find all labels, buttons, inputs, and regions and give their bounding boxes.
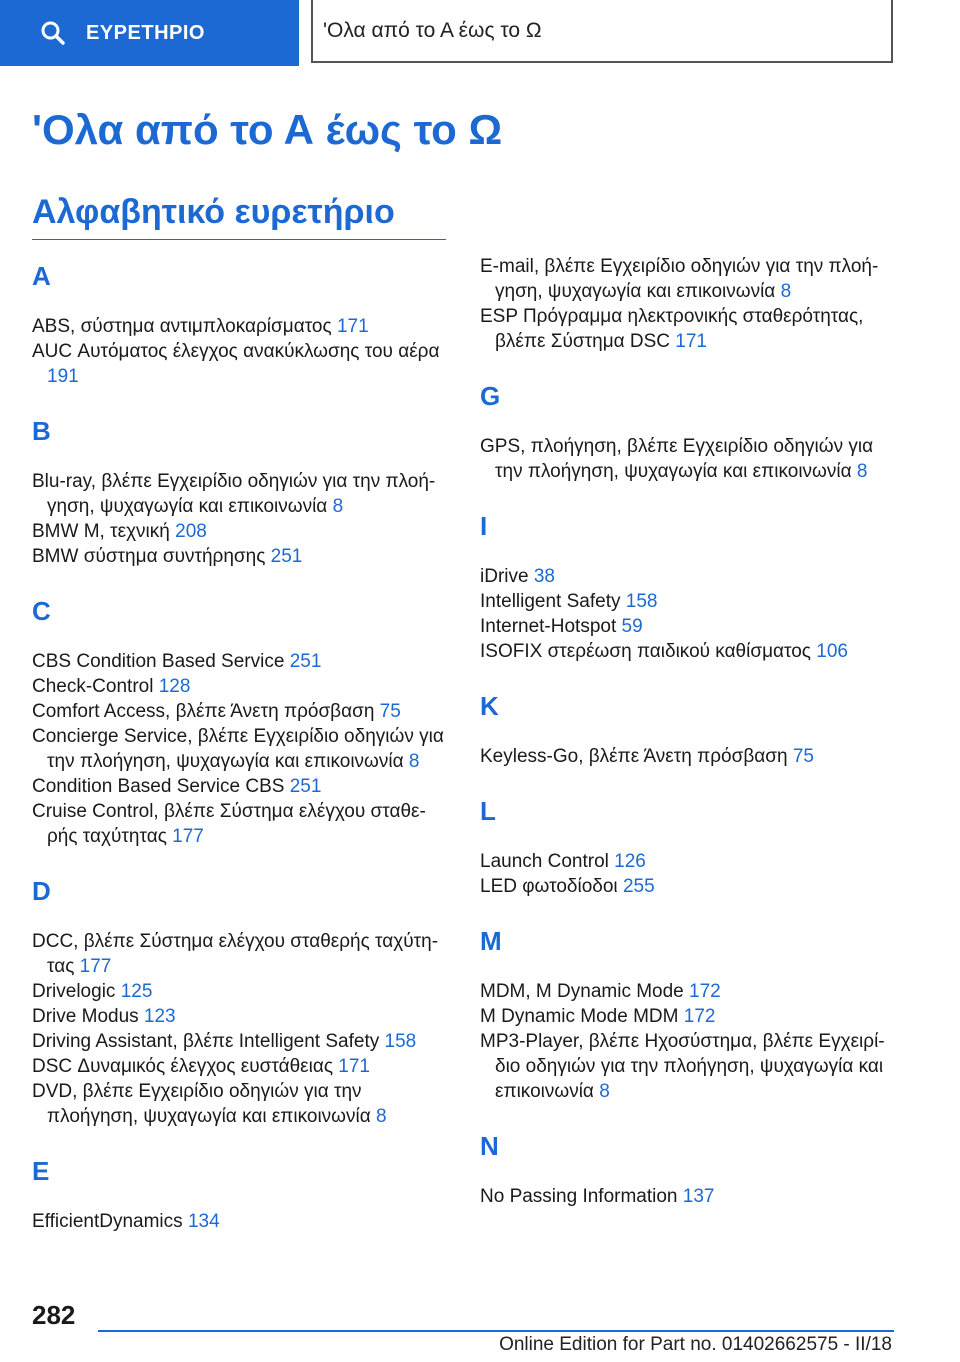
letter-heading: K: [480, 691, 499, 721]
index-entry-text: DVD, βλέπε Εγχειρίδιο οδηγιών για την πλοήγηση, ψυχαγωγία και επικοινωνία: [32, 1081, 377, 1127]
index-entry-text: DSC Δυναμικός έλεγχος ευστάθειας: [32, 1056, 339, 1077]
index-entry: [480, 979, 900, 1004]
letter-group: [480, 789, 900, 919]
letter-group: [32, 1149, 452, 1254]
index-entry-text: ISOFIX στερέωση παιδικού καθίσματος: [480, 641, 817, 662]
page-reference-link[interactable]: 191: [47, 366, 79, 387]
page-reference-link[interactable]: 8: [599, 1081, 610, 1102]
page-reference-link[interactable]: 8: [376, 1106, 387, 1127]
index-entry: [32, 544, 452, 569]
index-entry: [480, 254, 900, 304]
letter-heading: L: [480, 796, 496, 826]
index-entry-text: Internet-Hotspot: [480, 616, 622, 637]
letter-group: [32, 409, 452, 589]
letter-heading: G: [480, 381, 501, 411]
index-entry: [32, 1209, 452, 1234]
index-entry: [480, 849, 900, 874]
index-entry: [480, 589, 900, 614]
header-bar: [0, 0, 960, 66]
index-entry: [480, 614, 900, 639]
letter-group: [32, 869, 452, 1149]
page-reference-link[interactable]: 38: [533, 566, 555, 587]
index-tab-label: ΕΥΡΕΤΗΡΙΟ: [86, 21, 205, 44]
index-entry: [32, 929, 452, 979]
index-entry: [480, 1004, 900, 1029]
left-column: [32, 254, 452, 1254]
index-entry: [32, 339, 452, 389]
section-divider: [32, 239, 446, 240]
index-entry: [32, 1079, 452, 1129]
index-entry-text: Concierge Service, βλέπε Εγχειρίδιο οδηγιών για την πλοήγηση, ψυχαγωγία και επικοινωνία: [32, 726, 444, 772]
index-entry: [32, 469, 452, 519]
search-icon: [40, 20, 66, 46]
index-entry-text: Driving Assistant, βλέπε Intelligent Safety: [32, 1031, 385, 1052]
letter-heading: D: [32, 876, 51, 906]
index-entry: [32, 724, 452, 774]
right-column-groups: [480, 374, 900, 1229]
index-entry-text: Condition Based Service CBS: [32, 776, 290, 797]
page-reference-link[interactable]: 8: [856, 461, 868, 482]
index-entry: [32, 799, 452, 849]
letter-group: [32, 254, 452, 409]
letter-group: [480, 504, 900, 684]
right-column-intro: [480, 254, 900, 374]
index-entry-text: MP3-Player, βλέπε Ηχοσύστημα, βλέπε Εγχειρί-διο οδηγιών για την πλοήγηση, ψυχαγωγία και επικοινωνία: [480, 1031, 885, 1102]
page-reference-link[interactable]: 126: [614, 851, 646, 872]
index-entry: [480, 639, 900, 664]
page-reference-link[interactable]: 125: [120, 981, 153, 1002]
page-reference-link[interactable]: 8: [332, 496, 344, 517]
index-entry-text: ABS, σύστημα αντιμπλοκαρίσματος: [32, 316, 337, 337]
index-entry: [32, 1054, 452, 1079]
letter-heading: B: [32, 416, 51, 446]
page-reference-link[interactable]: 172: [689, 981, 721, 1002]
index-entry-text: EfficientDynamics: [32, 1211, 188, 1232]
page-reference-link[interactable]: 134: [187, 1211, 220, 1232]
index-entry-text: Drivelogic: [32, 981, 121, 1002]
index-entry: [32, 774, 452, 799]
page-reference-link[interactable]: 75: [792, 746, 814, 767]
right-column: [480, 254, 900, 1229]
page-reference-link[interactable]: 171: [675, 331, 707, 352]
page-reference-link[interactable]: 128: [158, 676, 191, 697]
index-entry-text: Check-Control: [32, 676, 159, 697]
page-reference-link[interactable]: 177: [172, 826, 204, 847]
page-reference-link[interactable]: 123: [143, 1006, 176, 1027]
page-reference-link[interactable]: 106: [816, 641, 848, 662]
page-reference-link[interactable]: 8: [780, 281, 792, 302]
index-entry: [480, 744, 900, 769]
index-entry-text: Cruise Control, βλέπε Σύστημα ελέγχου σταθε-ρής ταχύτητας: [32, 801, 426, 847]
current-section-tab[interactable]: [311, 0, 893, 63]
letter-group: [480, 919, 900, 1124]
index-entry-text: AUC Αυτόματος έλεγχος ανακύκλωσης του αέρα: [32, 341, 440, 362]
page-reference-link[interactable]: 251: [289, 651, 322, 672]
page-reference-link[interactable]: 8: [408, 751, 420, 772]
current-section-label: 'Ολα από το Α έως το Ω: [323, 18, 542, 42]
page-reference-link[interactable]: 59: [621, 616, 643, 637]
page-reference-link[interactable]: 255: [622, 876, 655, 897]
index-entry-text: DCC, βλέπε Σύστημα ελέγχου σταθερής ταχύτη-τας: [32, 931, 439, 977]
index-entry-text: iDrive: [480, 566, 534, 587]
index-entry-text: Keyless-Go, βλέπε Άνετη πρόσβαση: [480, 746, 793, 767]
page-reference-link[interactable]: 171: [338, 1056, 370, 1077]
index-entry: [480, 1029, 900, 1104]
page-reference-link[interactable]: 137: [682, 1186, 715, 1207]
index-entry-text: Blu-ray, βλέπε Εγχειρίδιο οδηγιών για την πλοή-γηση, ψυχαγωγία και επικοινωνία: [32, 471, 436, 517]
index-entry: [32, 519, 452, 544]
index-entry-text: Drive Modus: [32, 1006, 144, 1027]
letter-heading: A: [32, 261, 51, 291]
index-entry: [32, 674, 452, 699]
page-reference-link[interactable]: 251: [270, 546, 303, 567]
index-entry-text: E-mail, βλέπε Εγχειρίδιο οδηγιών για την πλοή-γηση, ψυχαγωγία και επικοινωνία: [480, 256, 879, 302]
index-entry-text: M Dynamic Mode MDM: [480, 1006, 684, 1027]
letter-group: [480, 374, 900, 504]
index-entry-text: BMW M, τεχνική: [32, 521, 176, 542]
page-reference-link[interactable]: 171: [336, 316, 369, 337]
index-entry-text: BMW σύστημα συντήρησης: [32, 546, 271, 567]
index-entry: [480, 874, 900, 899]
index-entry: [32, 1004, 452, 1029]
letter-group: [480, 1124, 900, 1229]
page-number: 282: [32, 1300, 76, 1330]
index-entry-text: Intelligent Safety: [480, 591, 626, 612]
index-entry-text: No Passing Information: [480, 1186, 683, 1207]
letter-heading: E: [32, 1156, 50, 1186]
index-entry: [32, 979, 452, 1004]
index-entry-text: Launch Control: [480, 851, 615, 872]
letter-heading: N: [480, 1131, 499, 1161]
page-reference-link[interactable]: 158: [625, 591, 658, 612]
index-entry-text: LED φωτοδίοδοι: [480, 876, 623, 897]
index-entry-text: Comfort Access, βλέπε Άνετη πρόσβαση: [32, 701, 380, 722]
index-entry: [480, 434, 900, 484]
index-entry-text: MDM, M Dynamic Mode: [480, 981, 690, 1002]
index-tab[interactable]: [0, 0, 299, 66]
letter-group: [480, 684, 900, 789]
index-entry: [32, 1029, 452, 1054]
edition-text: Online Edition for Part no. 01402662575 - II/18: [499, 1334, 892, 1355]
footer-divider: [98, 1330, 894, 1332]
page-reference-link[interactable]: 208: [175, 521, 207, 542]
index-entry-text: ESP Πρόγραμμα ηλεκτρονικής σταθερότητας, βλέπε Σύστημα DSC: [480, 306, 864, 352]
index-entry-text: GPS, πλοήγηση, βλέπε Εγχειρίδιο οδηγιών για την πλοήγηση, ψυχαγωγία και επικοινωνία: [480, 436, 874, 482]
page-reference-link[interactable]: 177: [79, 956, 112, 977]
page-reference-link[interactable]: 251: [289, 776, 322, 797]
page-reference-link[interactable]: 75: [379, 701, 401, 722]
index-entry-text: CBS Condition Based Service: [32, 651, 290, 672]
index-entry: [32, 314, 452, 339]
page-reference-link[interactable]: 158: [384, 1031, 417, 1052]
page-title: 'Ολα από το Α έως το Ω: [32, 106, 503, 153]
letter-heading: M: [480, 926, 502, 956]
letter-group: [32, 589, 452, 869]
page-reference-link[interactable]: 172: [683, 1006, 716, 1027]
index-entry: [32, 699, 452, 724]
letter-heading: C: [32, 596, 51, 626]
index-entry: [480, 564, 900, 589]
index-entry: [32, 649, 452, 674]
section-title: Αλφαβητικό ευρετήριο: [32, 193, 395, 231]
index-entry: [480, 1184, 900, 1209]
index-entry: [480, 304, 900, 354]
letter-heading: I: [480, 511, 488, 541]
